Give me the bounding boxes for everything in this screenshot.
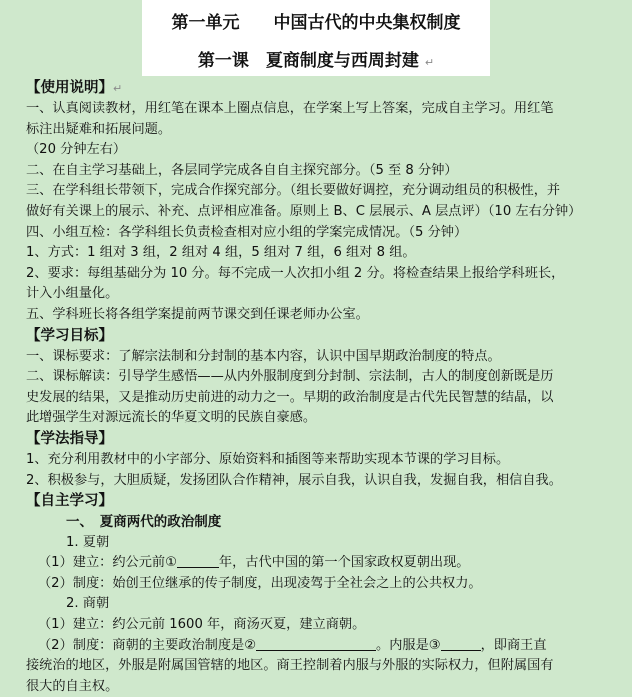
shang-system-pre: （2）制度：商朝的主要政治制度是② [38,637,257,653]
xia-label: 1. 夏朝 [66,534,110,550]
usage-heading [26,78,616,99]
usage-line: 一、认真阅读教材，用红笔在课本上圈点信息，在学案上写上答案，完成自主学习。用红笔 [26,101,554,116]
usage-line: 标注出疑难和拓展问题。 [26,121,172,137]
shang-detail-line: 很大的自主权。 [26,678,119,694]
shang-label: 2. 商朝 [66,596,110,612]
shang-system-mid: 。内服是③ [376,637,441,653]
usage-line: 计入小组量化。 [26,286,119,302]
shang-system-post: ，即商王直 [480,637,547,653]
method-line: 1、充分利用教材中的小字部分、原始资料和插图等来帮助实现本节课的学习目标。 [26,451,510,467]
usage-line: 1、方式：1 组对 3 组，2 组对 4 组，5 组对 7 组，6 组对 8 组。 [26,245,416,261]
usage-heading-text: 【使用说明】 [26,80,113,96]
document-body [26,78,616,697]
blank-3-input[interactable] [441,636,481,651]
usage-line: 做好有关课上的展示、补充、点评相应准备。原则上 B、C 层展示、A 层点评）（10 左右分钟） [26,203,582,219]
method-line: 2、积极参与，大胆质疑，发扬团队合作精神，展示自我，认识自我，发掘自我，相信自我。 [26,472,562,488]
xia-founding-post: 年，古代中国的第一个国家政权夏朝出现。 [218,555,470,571]
lesson-title [142,46,490,71]
objectives-line: 史发展的结果，又是推动历史前进的动力之一。早期的政治制度是古代先民智慧的结晶，以 [26,389,554,405]
xia-system-line: （2）制度：始创王位继承的传子制度，出现凌驾于全社会之上的公共权力。 [38,575,482,591]
blank-2-input[interactable] [256,636,376,651]
paragraph-mark-icon: ↵ [424,56,435,69]
shang-system-line [26,636,616,657]
usage-line: （20 分钟左右） [26,142,127,158]
xia-founding-line [26,553,616,574]
shang-founding-line: （1）建立：约公元前 1600 年，商汤灭夏，建立商朝。 [38,617,366,633]
unit-title [142,8,490,33]
usage-line: 四、小组互检：各学科组长负责检查相对应小组的学案完成情况。（5 分钟） [26,224,468,240]
usage-line: 三、在学科组长带领下，完成合作探究部分。（组长要做好调控，充分调动组员的积极性，并 [26,183,561,199]
objectives-heading: 【学习目标】 [26,327,113,344]
method-heading: 【学法指导】 [26,430,113,447]
objectives-line: 二、课标解读：引导学生感悟——从内外服制度到分封制、宗法制，古人的制度创新既是历 [26,369,554,385]
self-study-heading: 【自主学习】 [26,493,113,510]
usage-line: 2、要求：每组基础分为 10 分。每不完成一人次扣小组 2 分。将检查结果上报给学科班长， [26,265,565,281]
objectives-line: 一、课标要求：了解宗法制和分封制的基本内容，认识中国早期政治制度的特点。 [26,348,501,364]
blank-1-input[interactable] [177,553,219,568]
unit-title-text: 第一单元 中国古代的中央集权制度 [171,13,461,33]
shang-detail-line: 接统治的地区，外服是附属国管辖的地区。商王控制着内服与外服的实际权力，但附属国有 [26,658,554,674]
usage-line: 五、学科班长将各组学案提前两节课交到任课老师办公室。 [26,306,369,322]
usage-line: 二、在自主学习基础上，各层同学完成各自自主探究部分。（5 至 8 分钟） [26,162,458,178]
section-title: 一、 夏商两代的政治制度 [66,514,222,531]
lesson-title-text: 第一课 夏商制度与西周封建 [197,51,419,71]
paragraph-mark-icon: ↵ [113,82,123,95]
title-box [142,0,490,76]
objectives-line: 此增强学生对源远流长的华夏文明的民族自豪感。 [26,410,317,426]
xia-founding-pre: （1）建立：约公元前① [38,555,177,571]
